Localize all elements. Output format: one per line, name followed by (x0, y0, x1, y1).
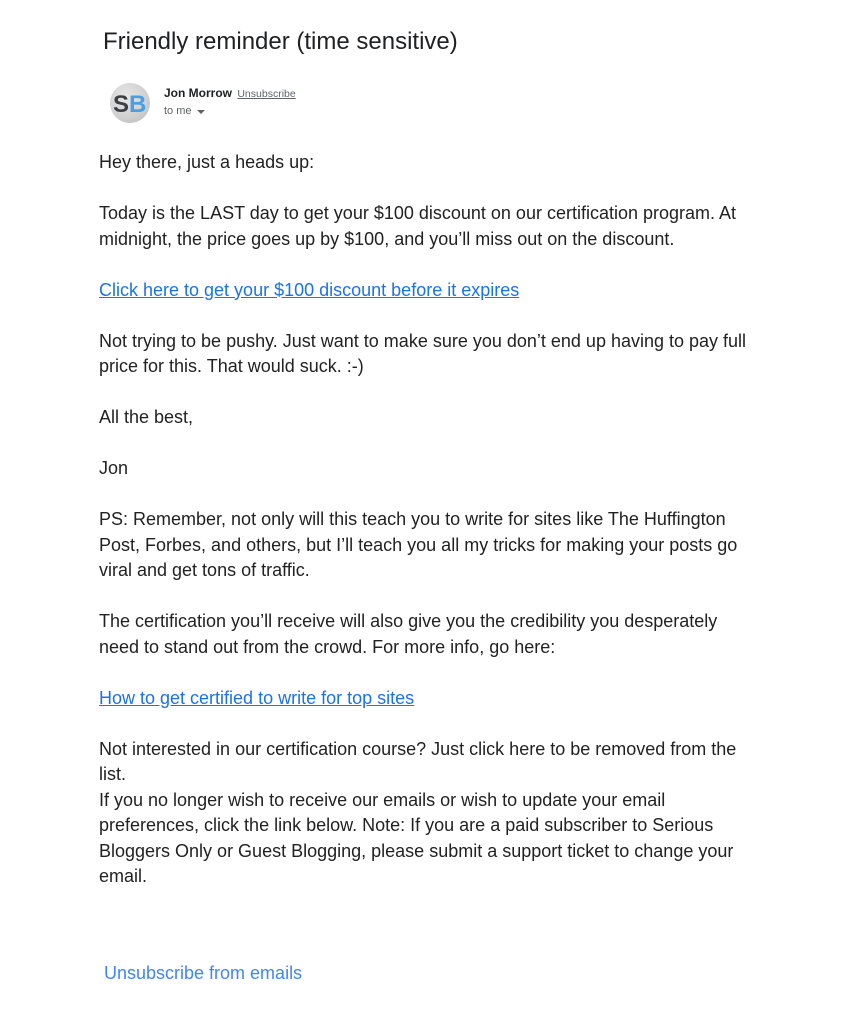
email-body (99, 150, 759, 890)
body-paragraph-credibility: The certification you’ll receive will also give you the credibility you desperately need to stand out from the crowd. For more info, go here: (99, 611, 718, 657)
chevron-down-icon[interactable] (197, 110, 205, 114)
avatar-initial-b: B (129, 91, 147, 118)
sender-avatar[interactable] (110, 83, 150, 123)
sender-name[interactable]: Jon Morrow (164, 86, 232, 100)
recipient-details-toggle[interactable] (164, 105, 205, 117)
certified-link[interactable]: How to get certified to write for top sites (99, 687, 415, 708)
not-interested-note: Not interested in our certification course? Just click here to be removed from the list. (99, 738, 737, 784)
sender-line (164, 86, 296, 100)
unsubscribe-emails-link[interactable]: Unsubscribe from emails (104, 963, 303, 983)
discount-link[interactable]: Click here to get your $100 discount before it expires (99, 279, 520, 300)
signoff: All the best, (99, 407, 194, 427)
postscript: PS: Remember, not only will this teach you to write for sites like The Huffington Post, Forbes, and others, but I’ll teach you all my tricks for making your posts go viral and get tons of traffic. (99, 509, 738, 580)
signature: Jon (99, 458, 129, 478)
avatar-initial-s: S (113, 91, 130, 118)
sender-avatar-logo (110, 83, 150, 123)
preferences-note: If you no longer wish to receive our emails or wish to update your email preferences, click the link below. Note: If you are a paid subscriber to Serious Bloggers Only or Guest Blogging, please submit a support ticket to change your email. (99, 789, 734, 886)
email-subject: Friendly reminder (time sensitive) (103, 28, 458, 55)
greeting: Hey there, just a heads up: (99, 152, 315, 172)
body-paragraph-pushy: Not trying to be pushy. Just want to make sure you don’t end up having to pay full price for this. That would suck. :-) (99, 330, 747, 376)
recipient-label: to me (164, 105, 192, 117)
header-unsubscribe-link[interactable]: Unsubscribe (237, 88, 296, 100)
body-paragraph-discount: Today is the LAST day to get your $100 discount on our certification program. At midnight, the price goes up by $100, and you’ll miss out on the discount. (99, 203, 737, 249)
